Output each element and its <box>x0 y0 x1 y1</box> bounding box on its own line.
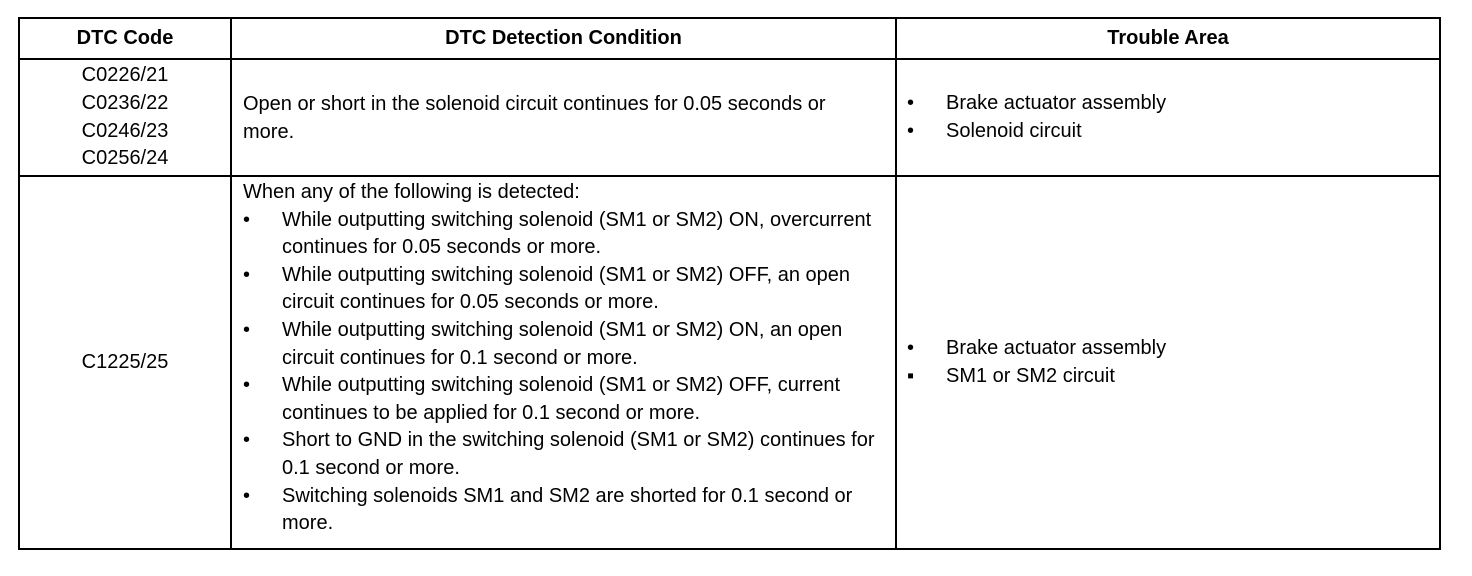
list-item <box>907 90 1429 118</box>
list-item <box>907 118 1429 146</box>
bullet-icon: • <box>243 484 251 507</box>
detection-condition-text: Open or short in the solenoid circuit continues for 0.05 seconds or more. <box>243 92 826 143</box>
list-item <box>243 427 881 482</box>
trouble-area-text: SM1 or SM2 circuit <box>946 364 1115 387</box>
trouble-area-list <box>907 90 1429 145</box>
trouble-area-text: Solenoid circuit <box>946 119 1082 142</box>
header-dtc-code: DTC Code <box>19 18 231 59</box>
square-bullet-icon: ▪ <box>907 364 915 387</box>
condition-text: While outputting switching solenoid (SM1 or SM2) ON, overcurrent continues for 0.05 seconds or more. <box>282 208 872 259</box>
bullet-icon: • <box>243 429 251 452</box>
detection-condition-cell <box>231 59 896 176</box>
bullet-icon: • <box>907 119 915 142</box>
header-trouble-area: Trouble Area <box>896 18 1440 59</box>
condition-text: While outputting switching solenoid (SM1 or SM2) ON, an open circuit continues for 0.1 second or more. <box>282 318 843 369</box>
trouble-area-text: Brake actuator assembly <box>946 91 1167 114</box>
dtc-code: C0246/23 <box>81 119 169 142</box>
bullet-icon: • <box>907 91 915 114</box>
dtc-code: C0226/21 <box>81 64 169 87</box>
header-detection-condition: DTC Detection Condition <box>231 18 896 59</box>
condition-text: Short to GND in the switching solenoid (SM1 or SM2) continues for 0.1 second or more. <box>282 429 875 479</box>
list-item <box>907 335 1429 363</box>
dtc-code: C0236/22 <box>81 91 169 114</box>
bullet-icon: • <box>243 374 251 397</box>
list-item <box>243 207 881 262</box>
dtc-table <box>18 17 1441 550</box>
bullet-icon: • <box>243 318 251 341</box>
list-item <box>243 372 881 427</box>
table-row <box>19 176 1440 549</box>
bullet-icon: • <box>907 336 915 359</box>
detection-condition-cell <box>231 176 896 549</box>
detection-condition-intro: When any of the following is detected: <box>243 181 580 203</box>
trouble-area-text: Brake actuator assembly <box>946 336 1167 359</box>
detection-condition-list <box>243 207 881 538</box>
condition-text: Switching solenoids SM1 and SM2 are shorted for 0.1 second or more. <box>282 484 853 535</box>
list-item <box>243 483 881 538</box>
bullet-icon: • <box>243 263 251 286</box>
list-item <box>243 317 881 372</box>
condition-text: While outputting switching solenoid (SM1 or SM2) OFF, current continues to be applied for 0.1 second or more. <box>282 374 840 424</box>
list-item <box>907 363 1429 391</box>
table-header-row <box>19 18 1440 59</box>
trouble-area-cell <box>896 59 1440 176</box>
dtc-code-cell <box>19 59 231 176</box>
trouble-area-cell <box>896 176 1440 549</box>
bullet-icon: • <box>243 208 251 231</box>
table-row <box>19 59 1440 176</box>
list-item <box>243 262 881 317</box>
dtc-code-cell <box>19 176 231 549</box>
dtc-code: C1225/25 <box>81 350 169 373</box>
dtc-code: C0256/24 <box>81 147 169 170</box>
trouble-area-list <box>907 335 1429 390</box>
condition-text: While outputting switching solenoid (SM1 or SM2) OFF, an open circuit continues for 0.05 seconds or more. <box>282 263 851 314</box>
